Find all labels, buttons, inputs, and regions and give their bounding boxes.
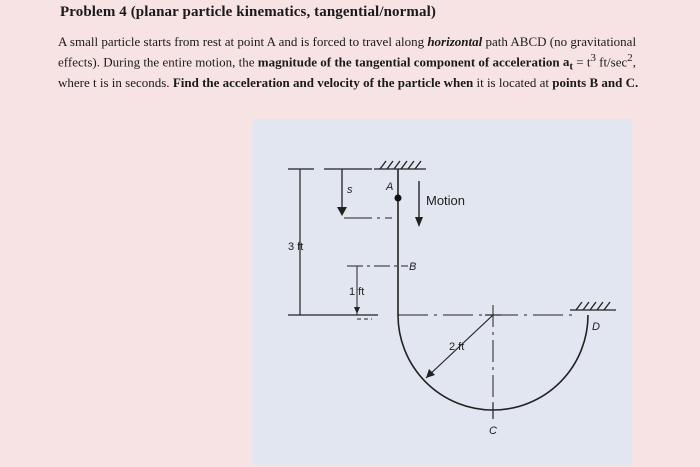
stmt-at-subscript: t [569, 60, 573, 73]
stmt-at-symbol: a [559, 54, 570, 70]
stmt-part-10: it is located at [473, 74, 553, 90]
stmt-points: points B and C. [552, 74, 639, 90]
stmt-units: ft/sec [595, 54, 628, 70]
dim-s-arrowhead [337, 207, 347, 216]
stmt-exponent-3: 3 [590, 52, 596, 64]
stmt-exponent-2: 2 [627, 52, 633, 64]
d-wall [570, 302, 616, 310]
problem-title: Problem 4 (planar particle kinematics, tangential/normal) [60, 4, 436, 20]
label-s: s [347, 184, 353, 196]
label-motion: Motion [426, 193, 466, 208]
label-1ft: 1 ft [349, 286, 365, 298]
motion-arrowhead [415, 217, 423, 227]
label-a: A [386, 181, 394, 193]
label-d: D [592, 321, 600, 333]
diagram-svg [252, 119, 632, 465]
top-wall [374, 161, 426, 169]
label-3ft: 3 ft [288, 241, 304, 253]
stmt-horizontal: horizontal [427, 34, 483, 49]
path-diagram [252, 119, 632, 465]
label-c: C [489, 425, 497, 437]
stmt-t-cubed: = t [572, 54, 591, 70]
dim-1ft-arrow [354, 307, 360, 314]
label-2ft: 2 ft [449, 341, 465, 353]
stmt-part-1: A small particle starts from rest at point A and is forced to travel along [58, 34, 428, 49]
problem-statement [58, 34, 648, 91]
stmt-part-3: path ABCD (no gravitational effects). During the entire motion, the [58, 34, 637, 70]
particle [395, 195, 402, 202]
stmt-find: Find the acceleration and velocity of the particle when [172, 74, 474, 90]
stmt-tangential-magnitude: magnitude of the tangential component of acceleration [257, 54, 560, 70]
stmt-part-8: , where t is in seconds. [58, 54, 636, 90]
label-b: B [409, 261, 417, 273]
